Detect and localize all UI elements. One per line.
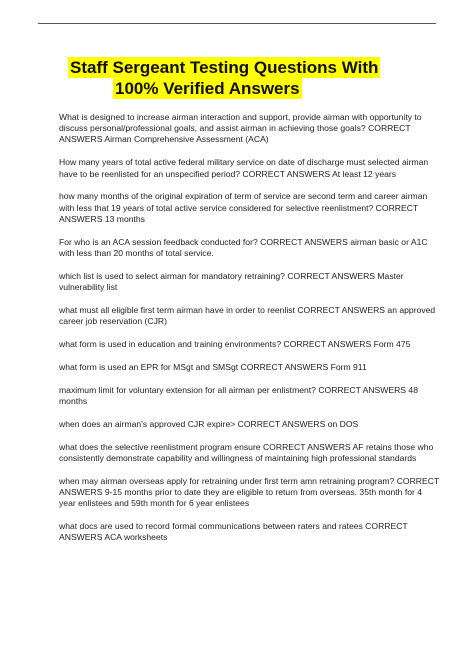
top-divider <box>38 23 436 24</box>
qa-item: what form is used an EPR for MSgt and SMSgt CORRECT ANSWERS Form 911 <box>59 361 367 372</box>
qa-item: maximum limit for voluntary extension for all airman per enlistment? CORRECT ANSWERS 48 months <box>59 384 418 406</box>
qa-item: what does the selective reenlistment program ensure CORRECT ANSWERS AF retains those who consistently demonstrate capability and willingness of maintaining high professional standards <box>59 441 434 463</box>
qa-item: which list is used to select airman for mandatory retraining? CORRECT ANSWERS Master vulnerability list <box>59 270 404 292</box>
qa-item: what docs are used to record formal communications between raters and ratees CORRECT ANSWERS ACA worksheets <box>59 521 408 543</box>
qa-item: what must all eligible first term airman have in order to reenlist CORRECT ANSWERS an approved career job reservation (CJR) <box>59 304 436 327</box>
qa-item: when does an airman's approved CJR expire> CORRECT ANSWERS on DOS <box>59 418 359 429</box>
qa-item: How many years of total active federal military service on date of discharge must selected airman have to be reenlisted for an unspecified period? CORRECT ANSWERS At least 12 years <box>59 157 429 179</box>
qa-list <box>59 112 441 555</box>
document-title <box>68 57 428 99</box>
qa-item: What is designed to increase airman interaction and support, provide airman with opportunity to discuss personal/professional goals, and assist airman in achieving those goals? CORRECT ANSWERS Airman Comprehensive Assessment (ACA) <box>59 112 422 145</box>
title-line-2: 100% Verified Answers <box>115 79 300 98</box>
qa-item: how many months of the original expiration of term of service are second term and career airman with less that 19 years of total active service considered for selective reenlistment? CORRECT ANSWERS 13 months <box>59 191 428 224</box>
qa-item: For who is an ACA session feedback conducted for? CORRECT ANSWERS airman basic or A1C with less than 20 months of total service. <box>59 236 428 258</box>
qa-item: when may airman overseas apply for retraining under first term amn retraining program? CORRECT ANSWERS 9-15 months prior to date they are eligible to return from overseas. 35th month for 4 year enlistees and 59th month for 6 year enlistees <box>59 475 440 509</box>
qa-item: what form is used in education and training environments? CORRECT ANSWERS Form 475 <box>59 338 411 349</box>
title-line-1: Staff Sergeant Testing Questions With <box>70 58 379 77</box>
